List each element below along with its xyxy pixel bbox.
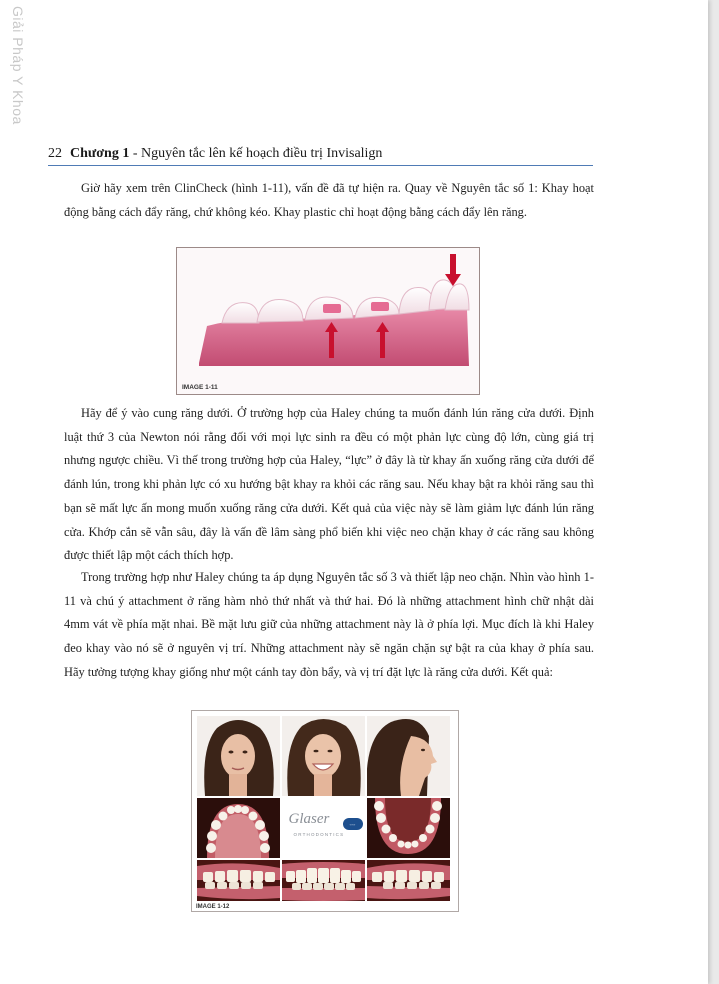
intraoral-left-photo bbox=[367, 860, 450, 901]
figure-label-1-11: IMAGE 1-11 bbox=[182, 384, 218, 391]
logo-text: Glaser bbox=[288, 811, 330, 827]
watermark: Giải Pháp Y Khoa bbox=[10, 6, 26, 125]
paragraph-1: Giờ hãy xem trên ClinCheck (hình 1-11), vấn đề đã tự hiện ra. Quay về Nguyên tắc số 1: Khay hoạt động bằng cách đẩy răng, chứ không kéo. Khay plastic chỉ hoạt động bằng cách đẩy lên răng. bbox=[64, 181, 594, 219]
molar-1 bbox=[222, 303, 259, 323]
attachment-2 bbox=[371, 302, 389, 311]
figure-image-1-11 bbox=[176, 247, 480, 395]
logo-badge: ◦◦◦◦ bbox=[343, 818, 363, 830]
face-photo-profile bbox=[367, 716, 450, 796]
clinic-logo bbox=[282, 798, 365, 858]
paragraph-2: Hãy để ý vào cung răng dưới. Ở trường hợp của Haley chúng ta muốn đánh lún răng cửa dưới. Định luật thứ 3 của Newton nói rằng đối với mọi lực sinh ra đều có một phản lực cùng độ lớn, cùng giá trị nhưng ngược chiều. Vì thế trong trường hợp của Haley, “lực” ở đây là từ khay ấn xuống răng cửa dưới để đánh lún, trong khi phản lực có xu hướng bật khay ra khỏi các răng sau. Nếu khay bật ra khỏi răng sau thì bạn sẽ mất lực ấn mong muốn xuống răng cửa dưới. Kết quả của việc này sẽ làm giảm lực đánh lún răng cửa. Khớp cắn sẽ vẫn sâu, đây là vấn đề lâm sàng phổ biến khi việc neo chặn khay ở các răng sau không được thiết lập một cách thích hợp. bbox=[64, 406, 594, 563]
paragraph-3: Trong trường hợp như Haley chúng ta áp dụng Nguyên tắc số 3 và thiết lập neo chặn. Nhìn vào hình 1-11 và chú ý attachment ở răng hàm nhỏ thứ nhất và thứ hai. Đó là những attachment hình chữ nhật dài 4mm vát về phía mặt nhai. Bề mặt lưu giữ của những attachment này là ở phía lợi. Mục đích là khi Haley đeo khay vào nó sẽ ở nguyên vị trí. Những attachment này sẽ ngăn chặn sự bật ra của khay ở phía sau. Hãy tưởng tượng khay giống như một cánh tay đòn bẩy, và vị trí đặt lực là răng cửa dưới. Kết quả: bbox=[64, 570, 594, 679]
page-number: 22 bbox=[48, 146, 62, 161]
figure-label-1-12: IMAGE 1-12 bbox=[196, 904, 230, 910]
molar-2 bbox=[257, 299, 303, 322]
figure-image-1-12 bbox=[191, 710, 459, 912]
face-photo-front bbox=[197, 716, 280, 796]
logo-subtitle: ORTHODONTICS bbox=[293, 832, 345, 837]
chapter-title: - Nguyên tắc lên kế hoạch điều trị Invisalign bbox=[129, 146, 383, 161]
intraoral-front-photo bbox=[282, 860, 365, 901]
page-header bbox=[48, 146, 593, 166]
upper-arch-photo bbox=[197, 798, 280, 858]
face-photo-smile bbox=[282, 716, 365, 796]
attachment-1 bbox=[323, 304, 341, 313]
lower-arch-photo bbox=[367, 798, 450, 858]
intraoral-right-photo bbox=[197, 860, 280, 901]
chapter-label: Chương 1 bbox=[70, 146, 130, 161]
clincheck-model bbox=[177, 248, 479, 394]
